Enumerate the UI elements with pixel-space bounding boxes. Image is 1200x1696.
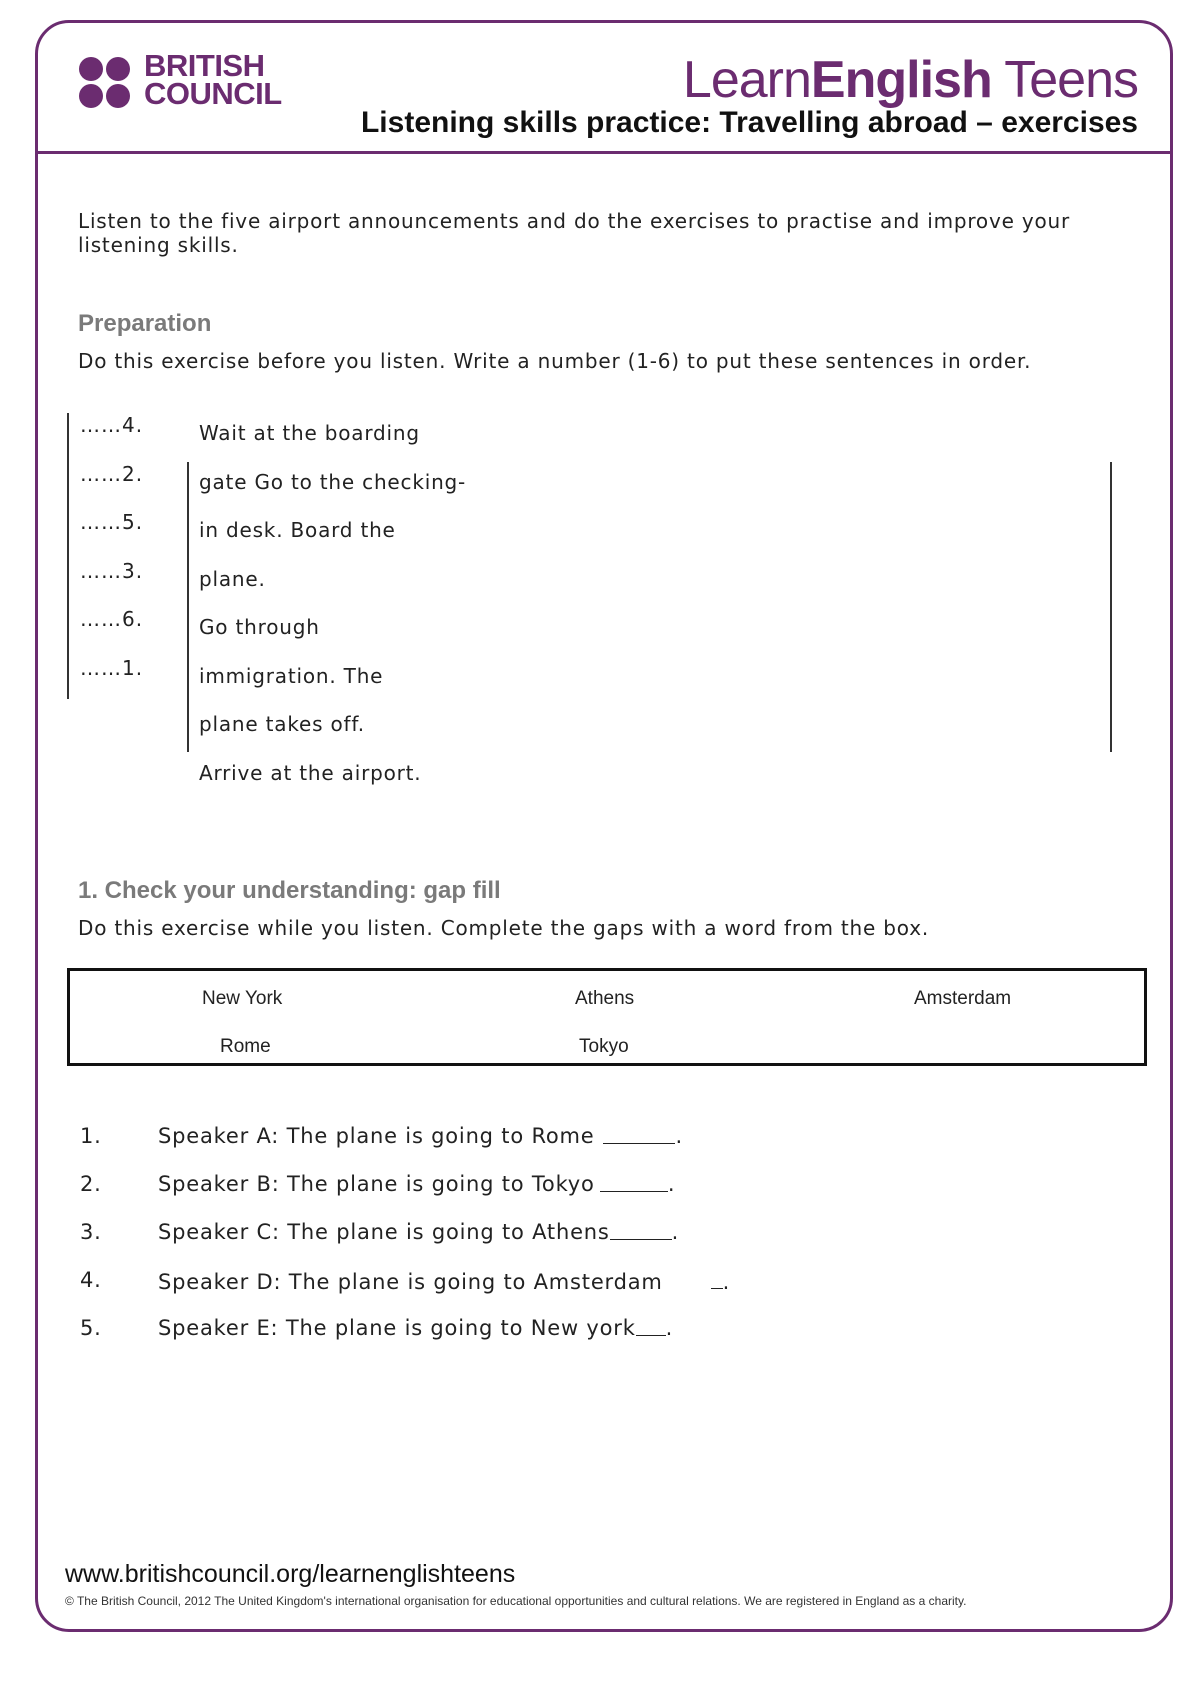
brand-teens: Teens [991, 51, 1138, 109]
question-number: 2. [80, 1172, 102, 1196]
question-text: Speaker E: The plane is going to New york . [158, 1316, 674, 1340]
gapfill-instruction: Do this exercise while you listen. Complete the gaps with a word from the box. [78, 916, 929, 940]
box-word: Rome [220, 1036, 271, 1057]
intro-text: Listen to the five airport announcements and do the exercises to practise and improve your listening skills. [78, 209, 1071, 257]
box-word: Athens [575, 988, 635, 1009]
order-number[interactable]: ……2. [80, 461, 144, 486]
question-number: 5. [80, 1316, 102, 1340]
word-box [67, 968, 1147, 1066]
logo-dots-icon [78, 56, 138, 112]
answer-gap[interactable] [532, 1220, 672, 1244]
sentence-line: immigration. The [199, 663, 384, 688]
preparation-instruction: Do this exercise before you listen. Write a number (1-6) to put these sentences in order. [78, 349, 1032, 373]
preparation-title: Preparation [78, 310, 212, 337]
question-text: Speaker D: The plane is going to Amsterdam . [158, 1270, 731, 1294]
answer-text: Athens [532, 1220, 610, 1244]
sentence-line: Wait at the boarding [199, 421, 420, 445]
brand-english: English [810, 51, 992, 109]
order-number[interactable]: ……4. [80, 413, 144, 437]
question-number: 1. [80, 1124, 102, 1148]
sentences-left-rule [187, 462, 189, 752]
logo-line-1: BRITISH [144, 48, 265, 83]
gapfill-title: 1. Check your understanding: gap fill [78, 877, 501, 904]
answer-gap[interactable] [530, 1316, 666, 1340]
answer-text: Amsterdam [533, 1270, 663, 1294]
answer-text: New york [530, 1316, 636, 1340]
sentence-line: in desk. Board the [199, 518, 396, 542]
question-text: Speaker B: The plane is going to Tokyo . [158, 1172, 676, 1196]
footer-url[interactable]: www.britishcouncil.org/learnenglishteens [65, 1560, 516, 1588]
sentence-line: Arrive at the airport. [199, 760, 422, 785]
order-number[interactable]: ……5. [80, 510, 144, 534]
sentences-right-rule [1110, 462, 1112, 752]
order-number[interactable]: ……3. [80, 558, 144, 583]
box-word: Tokyo [579, 1036, 629, 1057]
sentence-line: Go through [199, 615, 320, 639]
order-number[interactable]: ……1. [80, 655, 144, 680]
answer-text: Tokyo [531, 1172, 595, 1196]
numbers-left-rule [67, 413, 69, 699]
order-number[interactable]: ……6. [80, 607, 144, 631]
answer-text: Rome [531, 1124, 595, 1148]
answer-gap[interactable] [531, 1172, 668, 1196]
question-number: 4. [80, 1268, 102, 1292]
sentence-line: plane takes off. [199, 712, 365, 736]
logo-wordmark [144, 48, 344, 111]
page-border [35, 20, 1173, 1632]
order-numbers [80, 413, 143, 704]
order-sentences [199, 421, 466, 809]
sentence-line: plane. [199, 566, 266, 591]
box-word: Amsterdam [914, 988, 1012, 1009]
answer-gap[interactable] [711, 1268, 723, 1289]
sentence-line: gate Go to the checking- [199, 469, 467, 494]
footer-copyright: © The British Council, 2012 The United Kingdom's international organisation for educational opportunities and cultural relations. We are registered in England as a charity. [65, 1594, 967, 1608]
header-divider [35, 151, 1173, 154]
question-text: Speaker C: The plane is going to Athens . [158, 1220, 680, 1244]
learnenglish-teens-brand [683, 50, 1138, 110]
document-title: Listening skills practice: Travelling abroad – exercises [360, 106, 1138, 139]
brand-learn: Learn [682, 51, 811, 109]
question-text: Speaker A: The plane is going to Rome . [158, 1124, 683, 1148]
logo-line-2: COUNCIL [144, 76, 282, 111]
question-number: 3. [80, 1220, 102, 1244]
box-word: New York [202, 988, 283, 1009]
answer-gap[interactable] [531, 1124, 675, 1148]
